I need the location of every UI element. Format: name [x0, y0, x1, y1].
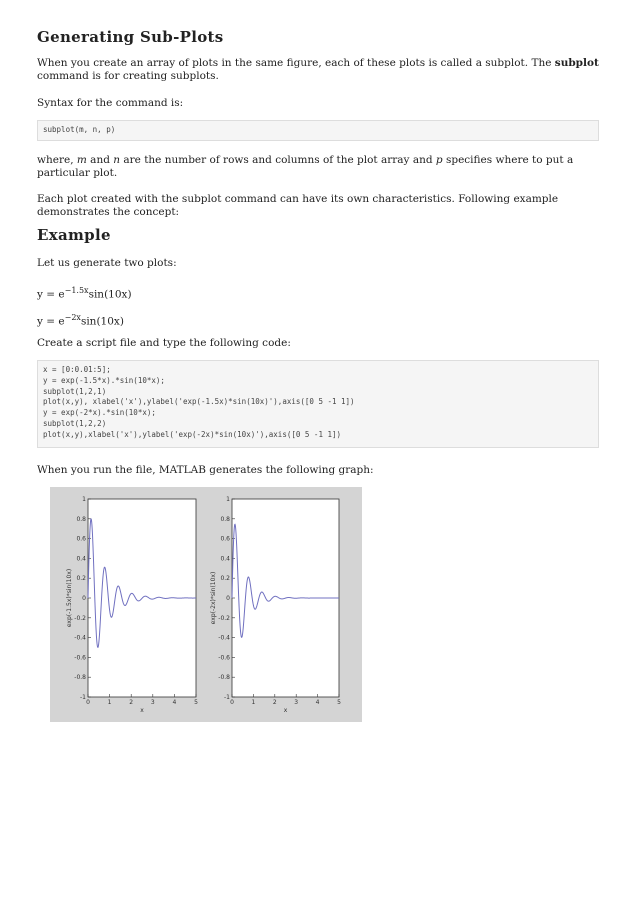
y-tick-label: 0.6 — [76, 535, 86, 543]
var-p: p — [435, 154, 443, 166]
y-tick-label: -1 — [224, 694, 230, 701]
paragraph-where — [37, 154, 602, 180]
where-and: and — [86, 154, 114, 166]
x-tick-label: 4 — [172, 699, 177, 706]
y-tick-label: 0.2 — [220, 575, 230, 583]
y-tick-label: 1 — [82, 496, 86, 503]
y-tick-label: 0.4 — [220, 555, 230, 563]
x-tick-label: 1 — [251, 699, 256, 706]
y-tick-label: -0.2 — [74, 614, 86, 622]
code-line: plot(x,y), xlabel('x'),ylabel('exp(-1.5x)*sin(10x)'),axis([0 5 -1 1]) — [43, 397, 355, 407]
subplot-2 — [210, 496, 341, 714]
y-tick-label: 0.8 — [76, 515, 86, 523]
x-tick-label: 2 — [272, 699, 277, 706]
x-tick-label: 2 — [129, 699, 134, 706]
x-tick-label: 3 — [294, 699, 299, 706]
y-tick-label: 0.6 — [220, 535, 230, 543]
x-axis-label: x — [283, 707, 288, 714]
y-tick-label: 0 — [226, 595, 230, 602]
eq1-exponent: −1.5x — [64, 286, 89, 295]
code-line: subplot(1,2,1) — [43, 386, 107, 396]
intro-bold-subplot: subplot — [554, 57, 599, 69]
y-tick-label: -1 — [80, 694, 86, 701]
y-tick-label: -0.6 — [218, 654, 230, 662]
eq2-sin: sin(10x) — [80, 315, 124, 328]
x-tick-label: 5 — [194, 699, 198, 706]
var-n: n — [113, 154, 121, 166]
code-line: y = exp(-2*x).*sin(10*x); — [43, 408, 156, 418]
paragraph-run-file: When you run the file, MATLAB generates the following graph: — [37, 464, 374, 476]
intro-text-end: command is for creating subplots. — [37, 70, 219, 82]
y-tick-label: -0.4 — [218, 634, 230, 642]
y-tick-label: 1 — [226, 496, 230, 503]
x-tick-label: 3 — [150, 699, 155, 706]
paragraph-syntax: Syntax for the command is: — [37, 97, 184, 109]
script-code-block — [37, 360, 599, 448]
eq1-base: y = e — [37, 288, 65, 301]
where-specifies: specifies where to put a particular plot. — [37, 154, 574, 179]
code-line: plot(x,y),xlabel('x'),ylabel('exp(-2x)*sin(10x)'),axis([0 5 -1 1]) — [43, 429, 342, 439]
x-tick-label: 5 — [337, 699, 341, 706]
y-tick-label: -0.8 — [74, 674, 86, 682]
syntax-code-block: subplot(m, n, p) — [37, 120, 599, 141]
x-tick-label: 1 — [107, 699, 112, 706]
equation-2 — [37, 311, 602, 329]
code-line: x = [0:0.01:5]; — [43, 365, 111, 374]
heading-example: Example — [37, 226, 111, 244]
equation-1 — [37, 284, 602, 302]
x-tick-label: 4 — [315, 699, 320, 706]
paragraph-intro — [37, 57, 602, 83]
heading-generating-subplots: Generating Sub-Plots — [37, 28, 224, 46]
paragraph-two-plots: Let us generate two plots: — [37, 257, 177, 269]
y-tick-label: 0.2 — [76, 575, 86, 583]
y-tick-label: -0.6 — [74, 654, 86, 662]
y-tick-label: -0.4 — [74, 634, 86, 642]
eq1-sin: sin(10x) — [88, 288, 132, 301]
var-m: m — [76, 154, 87, 166]
figure-svg — [50, 487, 362, 722]
y-axis-label: exp(-1.5x)*sin(10x) — [66, 568, 73, 628]
x-tick-label: 0 — [230, 699, 234, 706]
subplot-1 — [66, 496, 198, 714]
matlab-figure — [50, 487, 362, 722]
y-axis-label: exp(-2x)*sin(10x) — [210, 571, 217, 625]
where-text: where, — [37, 154, 77, 166]
y-tick-label: -0.2 — [218, 614, 230, 622]
y-tick-label: 0.4 — [76, 555, 86, 563]
paragraph-each-plot: Each plot created with the subplot command can have its own characteristics. Following example demonstrates the concept: — [37, 193, 559, 218]
x-tick-label: 0 — [86, 699, 90, 706]
code-line: y = exp(-1.5*x).*sin(10*x); — [43, 375, 165, 385]
y-tick-label: 0 — [82, 595, 86, 602]
x-axis-label: x — [140, 707, 144, 714]
paragraph-create-script: Create a script file and type the following code: — [37, 337, 291, 349]
y-tick-label: 0.8 — [220, 515, 230, 523]
where-rows-cols: are the number of rows and columns of the plot array and — [120, 154, 436, 166]
code-line: subplot(1,2,2) — [43, 418, 107, 428]
eq2-exponent: −2x — [64, 313, 81, 322]
y-tick-label: -0.8 — [218, 674, 230, 682]
intro-text: When you create an array of plots in the same figure, each of these plots is called a subplot. The — [37, 57, 555, 69]
eq2-base: y = e — [37, 315, 65, 328]
